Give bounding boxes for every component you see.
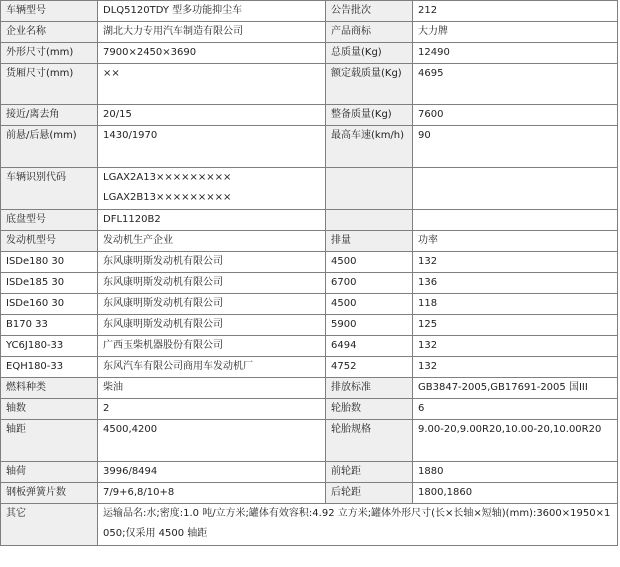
engine-table-cell: ISDe160 30 (1, 294, 98, 315)
spec-label: 企业名称 (1, 22, 98, 43)
spec-value: 12490 (413, 43, 618, 64)
spec-row (1, 231, 618, 252)
spec-label: 轴荷 (1, 462, 98, 483)
engine-table-cell: 6494 (326, 336, 413, 357)
spec-row (1, 168, 618, 210)
engine-table-cell: 132 (413, 336, 618, 357)
spec-label: 前悬/后悬(mm) (1, 126, 98, 168)
spec-row (1, 1, 618, 22)
spec-label: 排放标准 (326, 378, 413, 399)
spec-row (1, 357, 618, 378)
spec-row (1, 399, 618, 420)
spec-value: ×× (98, 64, 326, 105)
spec-label: 车辆型号 (1, 1, 98, 22)
spec-value: 1430/1970 (98, 126, 326, 168)
spec-row (1, 22, 618, 43)
spec-row (1, 64, 618, 105)
engine-table-cell: 4752 (326, 357, 413, 378)
other-value: 运输品名:水;密度:1.0 吨/立方米;罐体有效容积:4.92 立方米;罐体外形尺寸(长×长轴×短轴)(mm):3600×1950×1050;仅采用 4500 轴距 (98, 504, 618, 546)
spec-row (1, 126, 618, 168)
engine-table-header: 排量 (326, 231, 413, 252)
spec-value: 7600 (413, 105, 618, 126)
spec-value: 90 (413, 126, 618, 168)
spec-label: 后轮距 (326, 483, 413, 504)
spec-label (326, 168, 413, 210)
spec-row (1, 105, 618, 126)
spec-label: 燃料种类 (1, 378, 98, 399)
spec-row (1, 210, 618, 231)
spec-value (413, 210, 618, 231)
spec-value: 4695 (413, 64, 618, 105)
spec-row (1, 420, 618, 462)
spec-label: 外形尺寸(mm) (1, 43, 98, 64)
spec-value: DLQ5120TDY 型多功能抑尘车 (98, 1, 326, 22)
spec-label: 总质量(Kg) (326, 43, 413, 64)
engine-table-cell: EQH180-33 (1, 357, 98, 378)
engine-table-cell: 4500 (326, 252, 413, 273)
spec-table-body (1, 1, 618, 546)
spec-row (1, 252, 618, 273)
engine-table-cell: 6700 (326, 273, 413, 294)
engine-table-cell: 东风康明斯发动机有限公司 (98, 294, 326, 315)
spec-value: 4500,4200 (98, 420, 326, 462)
spec-value: GB3847-2005,GB17691-2005 国III (413, 378, 618, 399)
spec-row (1, 315, 618, 336)
spec-value: 20/15 (98, 105, 326, 126)
spec-label: 轴距 (1, 420, 98, 462)
spec-value: 1880 (413, 462, 618, 483)
spec-value: 7/9+6,8/10+8 (98, 483, 326, 504)
engine-table-cell: 东风康明斯发动机有限公司 (98, 252, 326, 273)
spec-label: 轮胎数 (326, 399, 413, 420)
spec-value: 212 (413, 1, 618, 22)
spec-value: 柴油 (98, 378, 326, 399)
spec-row (1, 462, 618, 483)
engine-table-cell: YC6J180-33 (1, 336, 98, 357)
engine-table-cell: ISDe180 30 (1, 252, 98, 273)
engine-table-header: 功率 (413, 231, 618, 252)
spec-value (413, 168, 618, 210)
spec-label: 额定载质量(Kg) (326, 64, 413, 105)
spec-label: 产品商标 (326, 22, 413, 43)
engine-table-cell: 136 (413, 273, 618, 294)
engine-table-cell: 5900 (326, 315, 413, 336)
engine-table-cell: 4500 (326, 294, 413, 315)
spec-label: 轮胎规格 (326, 420, 413, 462)
spec-label: 公告批次 (326, 1, 413, 22)
spec-value: 1800,1860 (413, 483, 618, 504)
spec-value: 湖北大力专用汽车制造有限公司 (98, 22, 326, 43)
spec-value: 7900×2450×3690 (98, 43, 326, 64)
spec-label: 底盘型号 (1, 210, 98, 231)
spec-row (1, 43, 618, 64)
spec-row (1, 294, 618, 315)
spec-value (98, 168, 326, 210)
engine-table-cell: 东风康明斯发动机有限公司 (98, 273, 326, 294)
spec-value: 6 (413, 399, 618, 420)
spec-label: 前轮距 (326, 462, 413, 483)
other-label: 其它 (1, 504, 98, 546)
spec-row (1, 378, 618, 399)
spec-row (1, 336, 618, 357)
spec-label: 最高车速(km/h) (326, 126, 413, 168)
spec-value: 3996/8494 (98, 462, 326, 483)
spec-label (326, 210, 413, 231)
engine-table-cell: 132 (413, 252, 618, 273)
spec-value: 大力牌 (413, 22, 618, 43)
spec-value: 9.00-20,9.00R20,10.00-20,10.00R20 (413, 420, 618, 462)
spec-label: 整备质量(Kg) (326, 105, 413, 126)
spec-label: 钢板弹簧片数 (1, 483, 98, 504)
spec-row (1, 273, 618, 294)
spec-label: 轴数 (1, 399, 98, 420)
spec-value: 2 (98, 399, 326, 420)
spec-row (1, 483, 618, 504)
spec-label: 货厢尺寸(mm) (1, 64, 98, 105)
spec-label: 接近/离去角 (1, 105, 98, 126)
vin-line: LGAX2B13××××××××× (103, 192, 232, 203)
other-row (1, 504, 618, 546)
engine-table-cell: B170 33 (1, 315, 98, 336)
spec-label: 车辆识别代码 (1, 168, 98, 210)
engine-table-cell: 东风汽车有限公司商用车发动机厂 (98, 357, 326, 378)
vin-line: LGAX2A13××××××××× (103, 172, 232, 183)
engine-table-cell: ISDe185 30 (1, 273, 98, 294)
spec-value: DFL1120B2 (98, 210, 326, 231)
engine-table-cell: 125 (413, 315, 618, 336)
engine-table-cell: 广西玉柴机器股份有限公司 (98, 336, 326, 357)
engine-table-cell: 东风康明斯发动机有限公司 (98, 315, 326, 336)
engine-table-cell: 118 (413, 294, 618, 315)
engine-table-header: 发动机型号 (1, 231, 98, 252)
engine-table-cell: 132 (413, 357, 618, 378)
engine-table-header: 发动机生产企业 (98, 231, 326, 252)
